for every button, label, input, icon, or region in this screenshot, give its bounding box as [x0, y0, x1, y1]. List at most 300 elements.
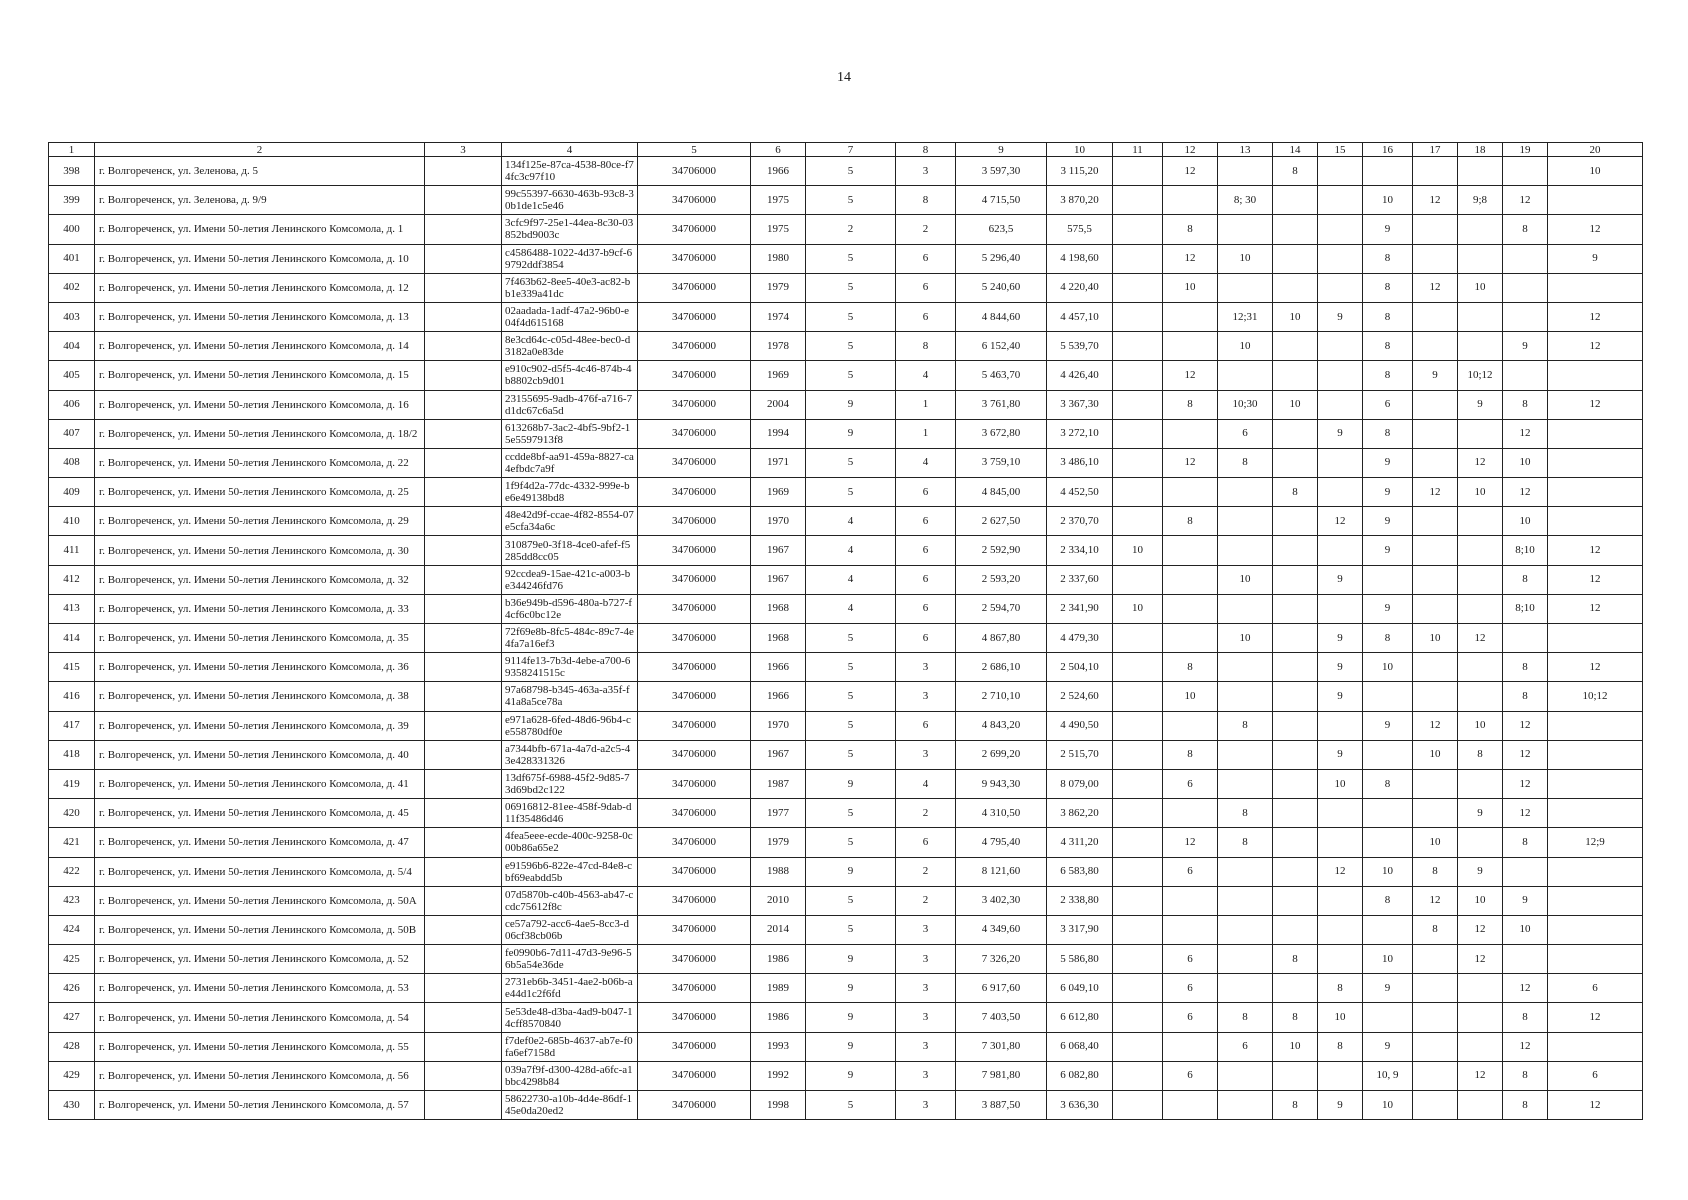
cell-floors: 9: [806, 974, 896, 1003]
cell-floors: 5: [806, 448, 896, 477]
cell-col-11: [1113, 740, 1163, 769]
cell-col-16: [1363, 915, 1413, 944]
cell-col-14: [1273, 215, 1318, 244]
cell-col-13: 12;31: [1218, 302, 1273, 331]
cell-floors: 5: [806, 244, 896, 273]
table-row: [49, 448, 1643, 477]
cell-col-20: [1548, 448, 1643, 477]
cell-row-number: 399: [49, 186, 95, 215]
cell-oktmo: 34706000: [638, 886, 751, 915]
cell-col-15: 10: [1318, 769, 1363, 798]
cell-total-area: 5 463,70: [956, 361, 1047, 390]
cell-col-3: [425, 565, 502, 594]
column-header-12: 12: [1163, 143, 1218, 157]
cell-col-20: [1548, 478, 1643, 507]
cell-oktmo: 34706000: [638, 945, 751, 974]
cell-col-3: [425, 507, 502, 536]
cell-col-11: [1113, 857, 1163, 886]
cell-entrances: 4: [896, 448, 956, 477]
cell-living-area: 3 870,20: [1047, 186, 1113, 215]
cell-col-11: [1113, 1091, 1163, 1120]
cell-total-area: 7 326,20: [956, 945, 1047, 974]
cell-total-area: 4 795,40: [956, 828, 1047, 857]
cell-col-19: [1503, 624, 1548, 653]
cell-address: г. Волгореченск, ул. Имени 50-летия Ленинского Комсомола, д. 16: [95, 390, 425, 419]
cell-col-3: [425, 273, 502, 302]
cell-year-built: 1993: [751, 1032, 806, 1061]
cell-col-12: [1163, 886, 1218, 915]
cell-col-15: [1318, 478, 1363, 507]
cell-address: г. Волгореченск, ул. Имени 50-летия Ленинского Комсомола, д. 50А: [95, 886, 425, 915]
cell-col-3: [425, 1061, 502, 1090]
cell-col-3: [425, 302, 502, 331]
cell-total-area: 9 943,30: [956, 769, 1047, 798]
cell-year-built: 1968: [751, 624, 806, 653]
cell-col-19: 8;10: [1503, 594, 1548, 623]
cell-year-built: 1986: [751, 1003, 806, 1032]
cell-col-20: [1548, 915, 1643, 944]
table-row: [49, 740, 1643, 769]
cell-col-19: 8: [1503, 215, 1548, 244]
table-body: [49, 143, 1643, 1120]
cell-living-area: 575,5: [1047, 215, 1113, 244]
table-row: [49, 273, 1643, 302]
cell-col-15: [1318, 332, 1363, 361]
cell-col-11: [1113, 390, 1163, 419]
cell-col-13: [1218, 915, 1273, 944]
cell-col-19: 8: [1503, 565, 1548, 594]
cell-col-19: 8: [1503, 1003, 1548, 1032]
cell-entrances: 6: [896, 244, 956, 273]
cell-col-12: 8: [1163, 215, 1218, 244]
cell-floors: 5: [806, 157, 896, 186]
cell-total-area: 2 594,70: [956, 594, 1047, 623]
cell-year-built: 1966: [751, 157, 806, 186]
cell-floors: 5: [806, 624, 896, 653]
cell-col-17: [1413, 1091, 1458, 1120]
cell-col-13: [1218, 215, 1273, 244]
cell-row-number: 403: [49, 302, 95, 331]
cell-year-built: 2010: [751, 886, 806, 915]
cell-col-20: [1548, 740, 1643, 769]
column-number-header-row: [49, 143, 1643, 157]
cell-col-16: [1363, 799, 1413, 828]
cell-year-built: 1986: [751, 945, 806, 974]
cell-fias-id: 4fea5eee-ecde-400c-9258-0c00b86a65e2: [502, 828, 638, 857]
cell-col-11: [1113, 302, 1163, 331]
cell-col-18: [1458, 302, 1503, 331]
cell-row-number: 401: [49, 244, 95, 273]
cell-address: г. Волгореченск, ул. Имени 50-летия Ленинского Комсомола, д. 56: [95, 1061, 425, 1090]
cell-col-19: 8: [1503, 1091, 1548, 1120]
cell-col-19: 10: [1503, 448, 1548, 477]
cell-living-area: 2 524,60: [1047, 682, 1113, 711]
cell-fias-id: 8e3cd64c-c05d-48ee-bec0-d3182a0e83de: [502, 332, 638, 361]
cell-col-20: 6: [1548, 1061, 1643, 1090]
cell-fias-id: ccdde8bf-aa91-459a-8827-ca4efbdc7a9f: [502, 448, 638, 477]
cell-living-area: 4 452,50: [1047, 478, 1113, 507]
cell-col-19: 12: [1503, 799, 1548, 828]
cell-col-15: 9: [1318, 1091, 1363, 1120]
cell-floors: 4: [806, 594, 896, 623]
cell-entrances: 3: [896, 157, 956, 186]
cell-col-15: 9: [1318, 624, 1363, 653]
cell-col-16: 8: [1363, 886, 1413, 915]
cell-col-15: [1318, 915, 1363, 944]
cell-fias-id: b36e949b-d596-480a-b727-f4cf6c0bc12e: [502, 594, 638, 623]
cell-address: г. Волгореченск, ул. Имени 50-летия Ленинского Комсомола, д. 38: [95, 682, 425, 711]
table-row: [49, 799, 1643, 828]
cell-col-11: [1113, 945, 1163, 974]
cell-col-19: 12: [1503, 186, 1548, 215]
cell-fias-id: 613268b7-3ac2-4bf5-9bf2-15e5597913f8: [502, 419, 638, 448]
cell-row-number: 416: [49, 682, 95, 711]
cell-year-built: 1988: [751, 857, 806, 886]
cell-total-area: 4 843,20: [956, 711, 1047, 740]
cell-oktmo: 34706000: [638, 186, 751, 215]
cell-col-11: [1113, 974, 1163, 1003]
cell-col-18: [1458, 536, 1503, 565]
cell-total-area: 5 296,40: [956, 244, 1047, 273]
cell-col-17: [1413, 215, 1458, 244]
cell-col-13: [1218, 157, 1273, 186]
cell-col-13: [1218, 769, 1273, 798]
cell-col-20: [1548, 769, 1643, 798]
cell-entrances: 3: [896, 682, 956, 711]
column-header-17: 17: [1413, 143, 1458, 157]
cell-col-18: 12: [1458, 1061, 1503, 1090]
cell-col-14: [1273, 915, 1318, 944]
cell-floors: 4: [806, 536, 896, 565]
cell-col-12: 12: [1163, 448, 1218, 477]
cell-col-12: 12: [1163, 244, 1218, 273]
cell-col-17: [1413, 157, 1458, 186]
cell-col-20: [1548, 361, 1643, 390]
cell-floors: 9: [806, 945, 896, 974]
cell-col-11: [1113, 478, 1163, 507]
cell-col-12: 8: [1163, 740, 1218, 769]
cell-col-18: [1458, 244, 1503, 273]
cell-address: г. Волгореченск, ул. Имени 50-летия Ленинского Комсомола, д. 39: [95, 711, 425, 740]
cell-address: г. Волгореченск, ул. Имени 50-летия Ленинского Комсомола, д. 25: [95, 478, 425, 507]
cell-col-14: [1273, 828, 1318, 857]
cell-col-15: 8: [1318, 974, 1363, 1003]
cell-row-number: 398: [49, 157, 95, 186]
cell-year-built: 1967: [751, 565, 806, 594]
cell-col-20: 12: [1548, 594, 1643, 623]
cell-col-13: [1218, 1091, 1273, 1120]
cell-col-12: 6: [1163, 857, 1218, 886]
cell-total-area: 2 593,20: [956, 565, 1047, 594]
cell-floors: 5: [806, 740, 896, 769]
cell-col-20: 12;9: [1548, 828, 1643, 857]
cell-col-3: [425, 682, 502, 711]
cell-floors: 5: [806, 682, 896, 711]
cell-col-16: [1363, 157, 1413, 186]
cell-col-19: [1503, 857, 1548, 886]
table-row: [49, 594, 1643, 623]
cell-col-15: 9: [1318, 682, 1363, 711]
cell-col-11: [1113, 419, 1163, 448]
cell-col-3: [425, 186, 502, 215]
cell-col-14: [1273, 769, 1318, 798]
cell-total-area: 3 402,30: [956, 886, 1047, 915]
cell-living-area: 3 862,20: [1047, 799, 1113, 828]
cell-fias-id: 02aadada-1adf-47a2-96b0-e04f4d615168: [502, 302, 638, 331]
cell-col-11: [1113, 186, 1163, 215]
cell-living-area: 6 612,80: [1047, 1003, 1113, 1032]
cell-entrances: 3: [896, 740, 956, 769]
cell-entrances: 3: [896, 1032, 956, 1061]
cell-total-area: 2 686,10: [956, 653, 1047, 682]
table-row: [49, 186, 1643, 215]
cell-living-area: 2 515,70: [1047, 740, 1113, 769]
table-row: [49, 157, 1643, 186]
cell-year-built: 1989: [751, 974, 806, 1003]
column-header-8: 8: [896, 143, 956, 157]
cell-year-built: 1987: [751, 769, 806, 798]
cell-col-16: 10: [1363, 857, 1413, 886]
cell-col-12: 8: [1163, 390, 1218, 419]
cell-col-17: [1413, 653, 1458, 682]
cell-row-number: 415: [49, 653, 95, 682]
cell-col-12: [1163, 565, 1218, 594]
cell-oktmo: 34706000: [638, 1061, 751, 1090]
cell-col-13: [1218, 653, 1273, 682]
cell-col-14: [1273, 624, 1318, 653]
cell-floors: 9: [806, 1032, 896, 1061]
cell-floors: 5: [806, 478, 896, 507]
cell-fias-id: 13df675f-6988-45f2-9d85-73d69bd2c122: [502, 769, 638, 798]
cell-col-20: 6: [1548, 974, 1643, 1003]
cell-col-13: [1218, 945, 1273, 974]
cell-col-13: 8; 30: [1218, 186, 1273, 215]
cell-col-18: 12: [1458, 448, 1503, 477]
column-header-6: 6: [751, 143, 806, 157]
cell-col-12: 8: [1163, 653, 1218, 682]
cell-col-17: [1413, 536, 1458, 565]
cell-col-11: [1113, 1032, 1163, 1061]
cell-oktmo: 34706000: [638, 507, 751, 536]
cell-col-12: 10: [1163, 682, 1218, 711]
cell-col-3: [425, 945, 502, 974]
cell-col-14: [1273, 186, 1318, 215]
cell-col-15: [1318, 799, 1363, 828]
cell-col-16: 8: [1363, 302, 1413, 331]
cell-col-16: [1363, 828, 1413, 857]
cell-floors: 5: [806, 186, 896, 215]
cell-entrances: 6: [896, 594, 956, 623]
cell-col-20: [1548, 624, 1643, 653]
cell-col-16: [1363, 740, 1413, 769]
cell-living-area: 3 367,30: [1047, 390, 1113, 419]
cell-row-number: 424: [49, 915, 95, 944]
cell-address: г. Волгореченск, ул. Имени 50-летия Ленинского Комсомола, д. 52: [95, 945, 425, 974]
cell-address: г. Волгореченск, ул. Имени 50-летия Ленинского Комсомола, д. 15: [95, 361, 425, 390]
cell-floors: 9: [806, 1061, 896, 1090]
cell-col-19: 8: [1503, 390, 1548, 419]
table-row: [49, 682, 1643, 711]
cell-col-11: [1113, 769, 1163, 798]
cell-floors: 9: [806, 1003, 896, 1032]
cell-col-12: [1163, 419, 1218, 448]
cell-oktmo: 34706000: [638, 536, 751, 565]
table-row: [49, 1003, 1643, 1032]
cell-col-17: [1413, 448, 1458, 477]
cell-col-14: [1273, 711, 1318, 740]
cell-col-20: 12: [1548, 390, 1643, 419]
cell-oktmo: 34706000: [638, 1003, 751, 1032]
cell-col-14: 8: [1273, 1091, 1318, 1120]
cell-col-18: [1458, 828, 1503, 857]
cell-col-15: 12: [1318, 507, 1363, 536]
cell-col-16: 8: [1363, 769, 1413, 798]
cell-col-19: [1503, 157, 1548, 186]
cell-entrances: 6: [896, 273, 956, 302]
table-row: [49, 244, 1643, 273]
cell-total-area: 3 672,80: [956, 419, 1047, 448]
cell-col-16: [1363, 565, 1413, 594]
cell-living-area: 5 539,70: [1047, 332, 1113, 361]
column-header-5: 5: [638, 143, 751, 157]
cell-col-13: [1218, 361, 1273, 390]
cell-col-12: 10: [1163, 273, 1218, 302]
cell-fias-id: 48e42d9f-ccae-4f82-8554-07e5cfa34a6c: [502, 507, 638, 536]
cell-col-13: 10: [1218, 244, 1273, 273]
cell-address: г. Волгореченск, ул. Зеленова, д. 5: [95, 157, 425, 186]
cell-col-15: [1318, 945, 1363, 974]
cell-floors: 2: [806, 215, 896, 244]
cell-entrances: 8: [896, 332, 956, 361]
cell-fias-id: 97a68798-b345-463a-a35f-f41a8a5ce78a: [502, 682, 638, 711]
column-header-16: 16: [1363, 143, 1413, 157]
cell-col-18: 10: [1458, 478, 1503, 507]
cell-entrances: 2: [896, 799, 956, 828]
cell-col-12: [1163, 915, 1218, 944]
cell-living-area: 3 272,10: [1047, 419, 1113, 448]
table-row: [49, 215, 1643, 244]
cell-col-16: 8: [1363, 244, 1413, 273]
cell-fias-id: 92ccdea9-15ae-421c-a003-be344246fd76: [502, 565, 638, 594]
cell-address: г. Волгореченск, ул. Имени 50-летия Ленинского Комсомола, д. 5/4: [95, 857, 425, 886]
cell-col-15: [1318, 186, 1363, 215]
cell-col-17: [1413, 565, 1458, 594]
cell-floors: 5: [806, 273, 896, 302]
cell-col-3: [425, 769, 502, 798]
cell-col-16: 9: [1363, 594, 1413, 623]
cell-address: г. Волгореченск, ул. Имени 50-летия Ленинского Комсомола, д. 55: [95, 1032, 425, 1061]
cell-col-12: [1163, 594, 1218, 623]
cell-entrances: 2: [896, 215, 956, 244]
cell-col-14: 10: [1273, 1032, 1318, 1061]
cell-year-built: 1966: [751, 682, 806, 711]
cell-col-14: [1273, 653, 1318, 682]
cell-address: г. Волгореченск, ул. Имени 50-летия Ленинского Комсомола, д. 41: [95, 769, 425, 798]
cell-col-20: 12: [1548, 215, 1643, 244]
cell-living-area: 2 338,80: [1047, 886, 1113, 915]
cell-col-15: 8: [1318, 1032, 1363, 1061]
cell-col-12: [1163, 711, 1218, 740]
cell-living-area: 4 220,40: [1047, 273, 1113, 302]
cell-col-18: 10: [1458, 273, 1503, 302]
cell-col-16: 8: [1363, 332, 1413, 361]
cell-col-18: [1458, 1003, 1503, 1032]
cell-year-built: 1998: [751, 1091, 806, 1120]
cell-col-13: [1218, 740, 1273, 769]
cell-entrances: 8: [896, 186, 956, 215]
cell-col-12: [1163, 478, 1218, 507]
cell-total-area: 5 240,60: [956, 273, 1047, 302]
cell-col-13: [1218, 594, 1273, 623]
cell-col-18: [1458, 769, 1503, 798]
cell-address: г. Волгореченск, ул. Имени 50-летия Ленинского Комсомола, д. 32: [95, 565, 425, 594]
cell-col-19: [1503, 302, 1548, 331]
cell-entrances: 1: [896, 419, 956, 448]
cell-floors: 4: [806, 507, 896, 536]
cell-col-12: 6: [1163, 1061, 1218, 1090]
cell-total-area: 7 981,80: [956, 1061, 1047, 1090]
cell-col-16: 10: [1363, 1091, 1413, 1120]
cell-entrances: 2: [896, 886, 956, 915]
cell-year-built: 1978: [751, 332, 806, 361]
cell-col-14: [1273, 332, 1318, 361]
column-header-4: 4: [502, 143, 638, 157]
table-row: [49, 857, 1643, 886]
cell-oktmo: 34706000: [638, 361, 751, 390]
cell-col-17: [1413, 1061, 1458, 1090]
cell-oktmo: 34706000: [638, 594, 751, 623]
cell-col-18: 9: [1458, 390, 1503, 419]
cell-entrances: 6: [896, 478, 956, 507]
table-row: [49, 624, 1643, 653]
cell-col-20: [1548, 945, 1643, 974]
cell-address: г. Волгореченск, ул. Имени 50-летия Ленинского Комсомола, д. 14: [95, 332, 425, 361]
column-header-11: 11: [1113, 143, 1163, 157]
cell-row-number: 417: [49, 711, 95, 740]
table-row: [49, 536, 1643, 565]
cell-col-3: [425, 215, 502, 244]
cell-living-area: 2 504,10: [1047, 653, 1113, 682]
cell-row-number: 423: [49, 886, 95, 915]
cell-oktmo: 34706000: [638, 1032, 751, 1061]
cell-col-19: 8: [1503, 682, 1548, 711]
cell-col-17: 10: [1413, 740, 1458, 769]
cell-living-area: 3 636,30: [1047, 1091, 1113, 1120]
cell-col-18: [1458, 507, 1503, 536]
cell-col-20: 12: [1548, 565, 1643, 594]
column-header-9: 9: [956, 143, 1047, 157]
cell-floors: 5: [806, 828, 896, 857]
cell-col-15: 9: [1318, 565, 1363, 594]
cell-entrances: 6: [896, 536, 956, 565]
cell-total-area: 3 759,10: [956, 448, 1047, 477]
cell-entrances: 6: [896, 565, 956, 594]
cell-fias-id: 5e53de48-d3ba-4ad9-b047-14cff8570840: [502, 1003, 638, 1032]
cell-year-built: 1971: [751, 448, 806, 477]
cell-col-11: [1113, 682, 1163, 711]
cell-entrances: 3: [896, 974, 956, 1003]
cell-col-3: [425, 390, 502, 419]
cell-col-17: 8: [1413, 857, 1458, 886]
cell-address: г. Волгореченск, ул. Имени 50-летия Ленинского Комсомола, д. 53: [95, 974, 425, 1003]
cell-col-12: 6: [1163, 945, 1218, 974]
cell-col-19: [1503, 361, 1548, 390]
cell-entrances: 3: [896, 1061, 956, 1090]
cell-col-19: 9: [1503, 332, 1548, 361]
cell-col-19: 12: [1503, 769, 1548, 798]
cell-fias-id: f7def0e2-685b-4637-ab7e-f0fa6ef7158d: [502, 1032, 638, 1061]
cell-col-13: [1218, 857, 1273, 886]
